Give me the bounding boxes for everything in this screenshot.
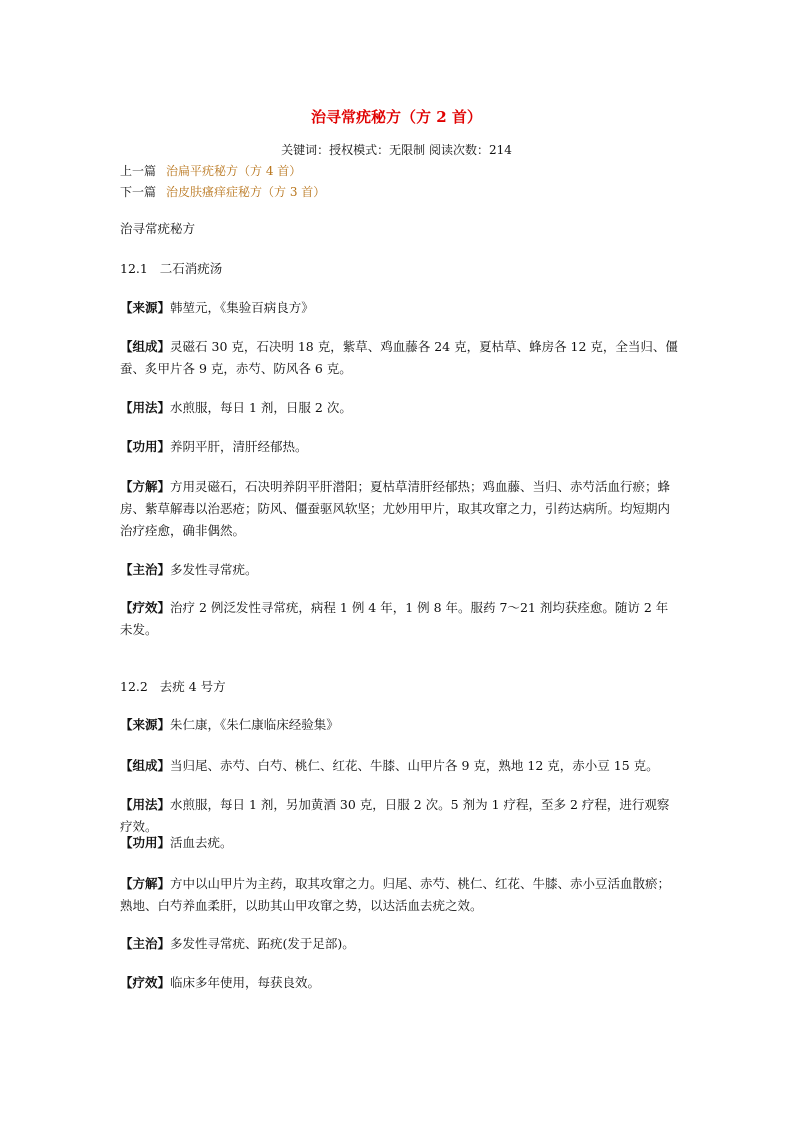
item-indication: 【主治】多发性寻常疣。 bbox=[120, 562, 258, 577]
section-name: 二石消疣汤 bbox=[159, 261, 223, 276]
section-name: 去疣 4 号方 bbox=[159, 679, 226, 694]
section-heading: 治寻常疣秘方 bbox=[120, 221, 196, 236]
item-efficacy: 【疗效】治疗 2 例泛发性寻常疣，病程 1 例 4 年，1 例 8 年。服药 7～21 剂均获痊愈。随访 2 年未发。 bbox=[120, 600, 669, 637]
item-explanation: 【方解】方中以山甲片为主药，取其攻窜之力。归尾、赤芍、桃仁、红花、牛膝、赤小豆活血散瘀；熟地、白芍养血柔肝，以助其山甲攻窜之势，以达活血去疣之效。 bbox=[120, 876, 671, 913]
section-title bbox=[120, 676, 680, 698]
next-article-link[interactable]: 治皮肤瘙痒症秘方（方 3 首） bbox=[166, 185, 326, 199]
item-usage: 【用法】水煎服，每日 1 剂，日服 2 次。 bbox=[120, 400, 352, 415]
section-number: 12.1 bbox=[120, 261, 148, 276]
page-title: 治寻常疣秘方（方 2 首） bbox=[311, 108, 482, 126]
item-composition: 【组成】灵磁石 30 克，石决明 18 克，紫草、鸡血藤各 24 克，夏枯草、蜂房各 12 克，全当归、僵蚕、炙甲片各 9 克，赤芍、防风各 6 克。 bbox=[120, 339, 678, 376]
section-title bbox=[120, 258, 680, 280]
next-label: 下一篇 bbox=[120, 185, 157, 199]
next-article-nav bbox=[120, 183, 325, 200]
item-source: 【来源】朱仁康，《朱仁康临床经验集》 bbox=[120, 717, 339, 732]
item-efficacy: 【疗效】临床多年使用，每获良效。 bbox=[120, 975, 321, 990]
item-indication: 【主治】多发性寻常疣、跖疣(发于足部)。 bbox=[120, 936, 355, 951]
article-meta: 关键词：授权模式：无限制 阅读次数：214 bbox=[281, 143, 512, 157]
item-composition: 【组成】当归尾、赤芍、白芍、桃仁、红花、牛膝、山甲片各 9 克，熟地 12 克，赤小豆 15 克。 bbox=[120, 758, 659, 773]
item-function: 【功用】养阴平肝，清肝经郁热。 bbox=[120, 439, 308, 454]
item-explanation: 【方解】方用灵磁石，石决明养阴平肝潜阳；夏枯草清肝经郁热；鸡血藤、当归、赤芍活血行瘀；蜂房、紫草解毒以治恶疮；防风、僵蚕驱风软坚；尤妙用甲片，取其攻窜之力，引药达病所。均短期内治疗痊愈，确非偶然。 bbox=[120, 479, 671, 538]
prev-label: 上一篇 bbox=[120, 164, 157, 178]
item-function: 【功用】活血去疣。 bbox=[120, 835, 233, 850]
prev-article-link[interactable]: 治扁平疣秘方（方 4 首） bbox=[166, 164, 302, 178]
item-usage: 【用法】水煎服，每日 1 剂，另加黄酒 30 克，日服 2 次。5 剂为 1 疗程，至多 2 疗程，进行观察疗效。 bbox=[120, 797, 670, 834]
item-source: 【来源】韩堃元，《集验百病良方》 bbox=[120, 300, 314, 315]
prev-article-nav bbox=[120, 162, 301, 179]
section-number: 12.2 bbox=[120, 679, 148, 694]
